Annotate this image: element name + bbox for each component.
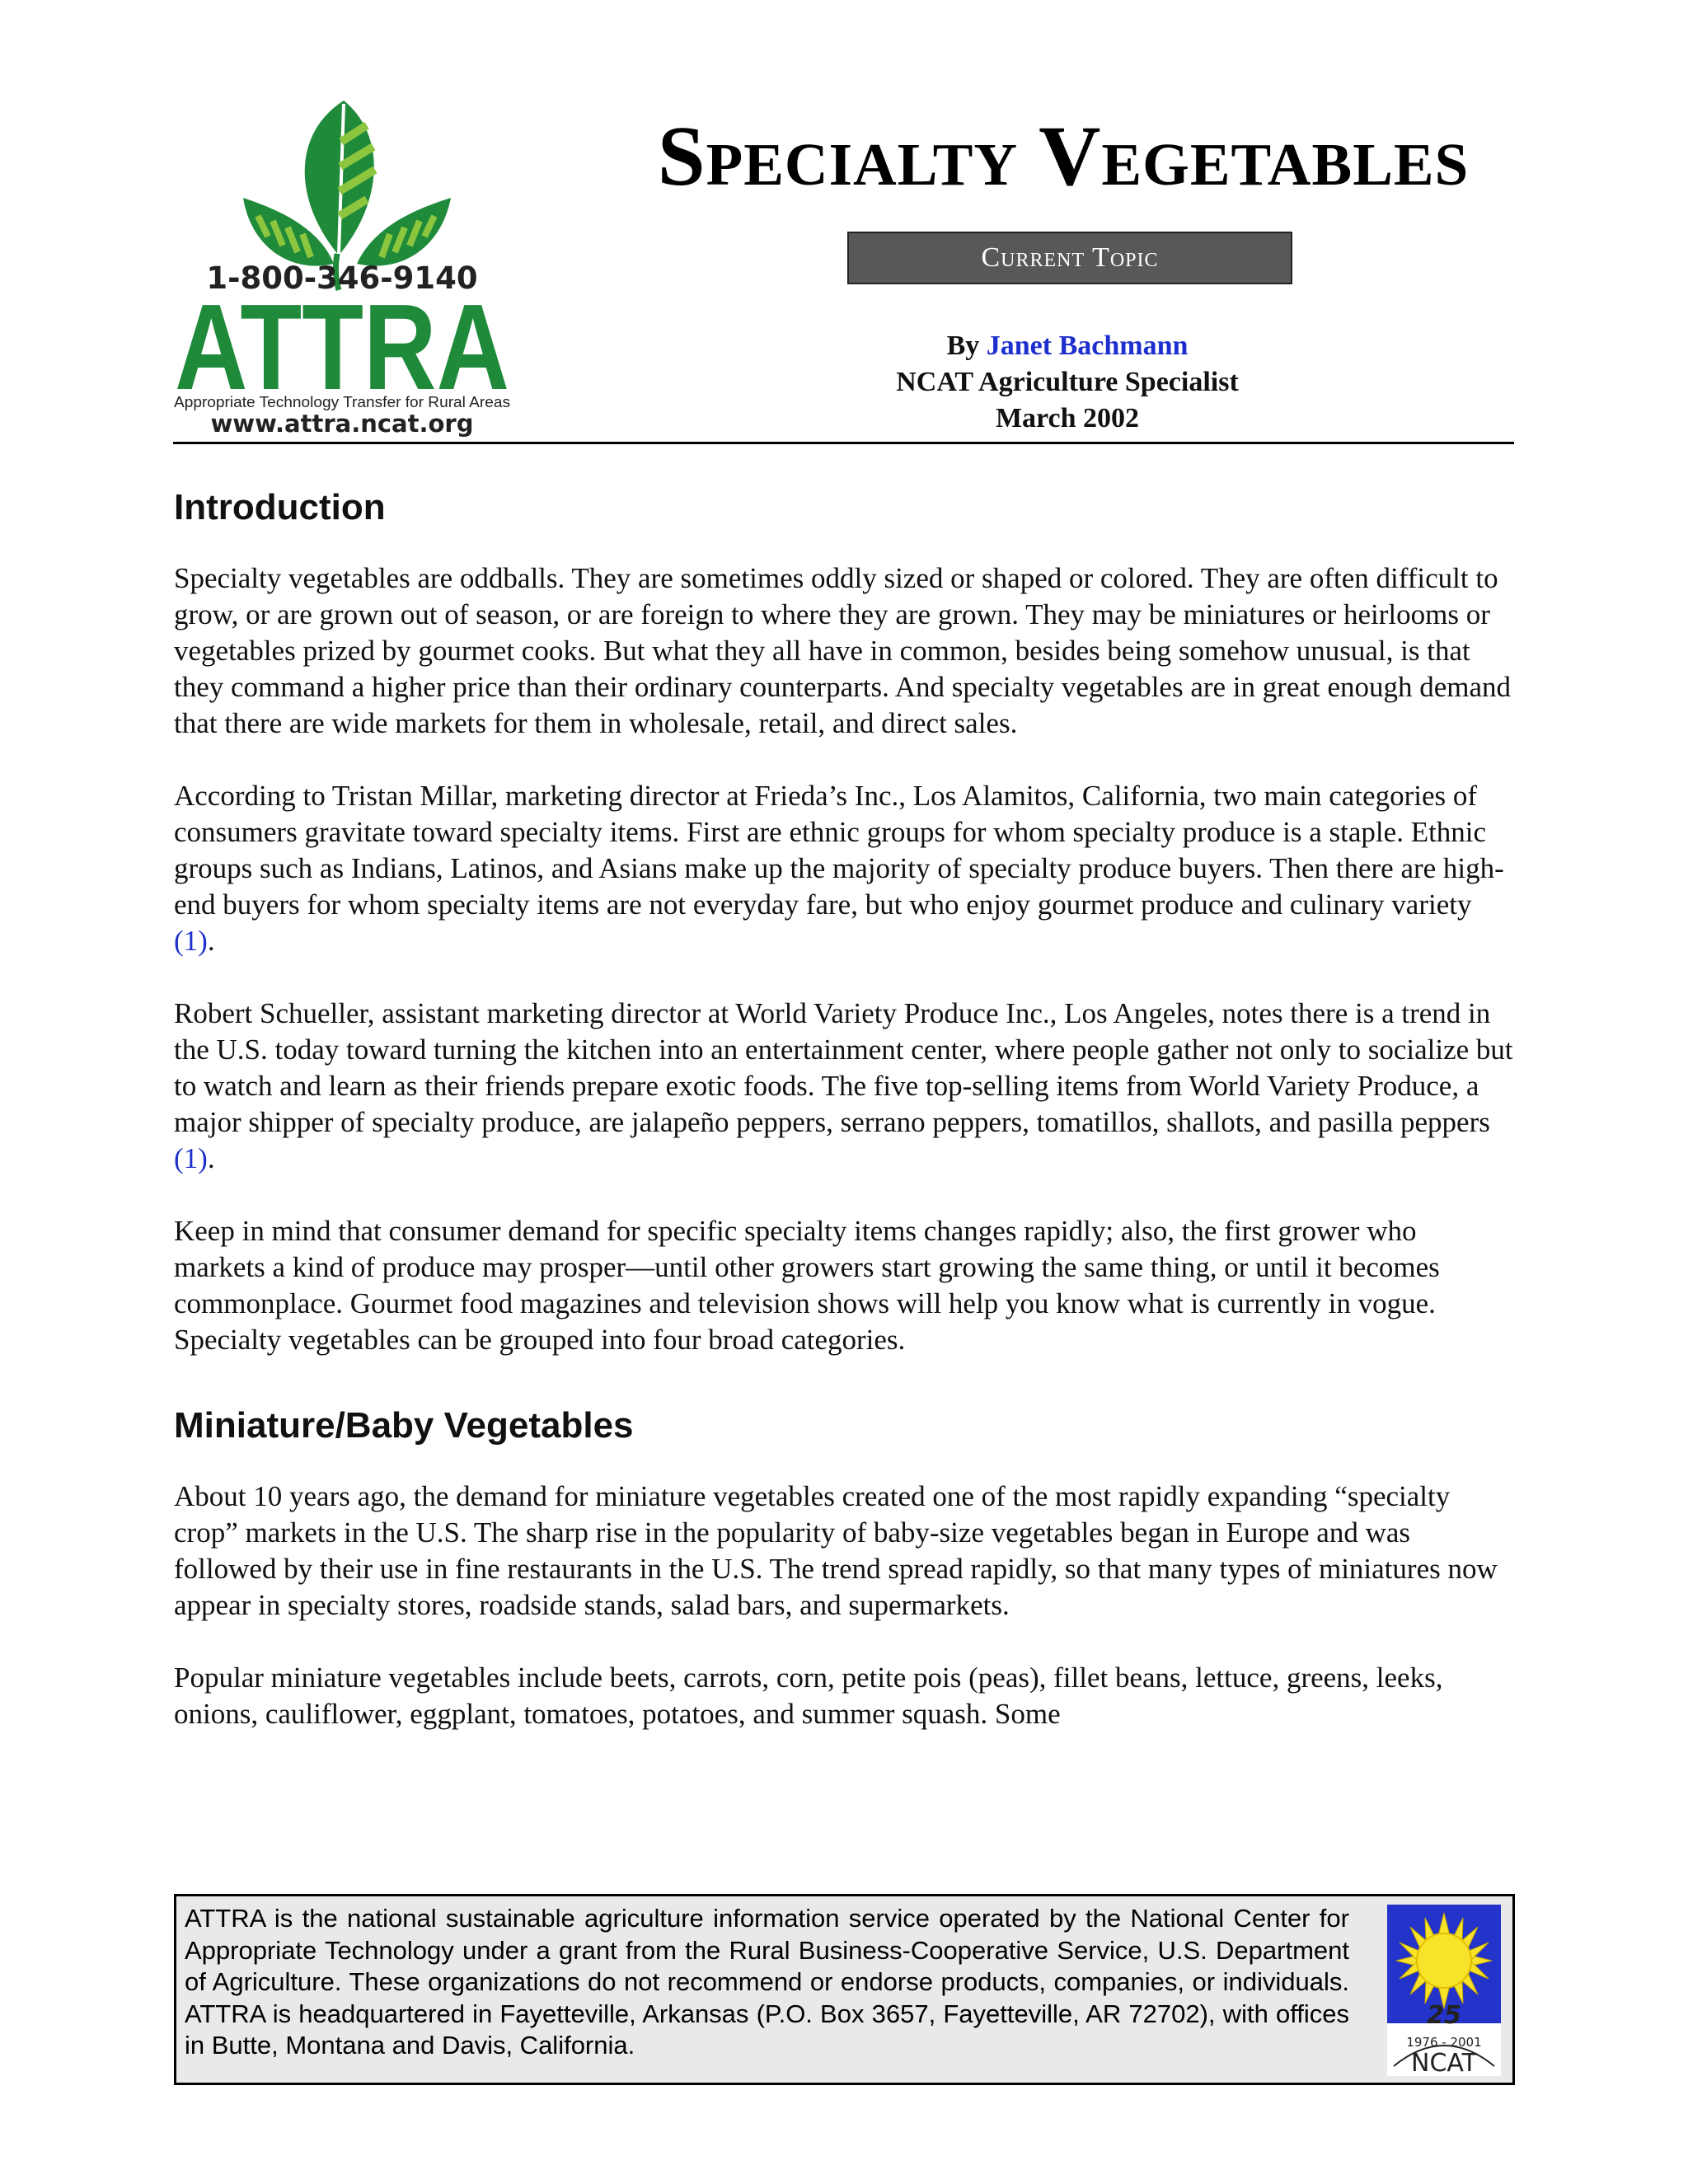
paragraph [174,1213,1513,1358]
attra-wordmark: ATTRA [175,279,509,415]
attra-logo [169,92,515,438]
byline [791,328,1343,437]
page-title: Specialty Vegetables [657,109,1470,204]
byline-author-line [791,328,1343,364]
attra-tagline: Appropriate Technology Transfer for Rural Areas [174,394,510,410]
paragraph-text: According to Tristan Millar, marketing director at Frieda’s Inc., Los Alamitos, California, two main categories of consumers gravitate toward specialty items. First are ethnic groups for whom specialty produce is a staple. Ethnic groups such as Indians, Latinos, and Asians make up the majority of specialty produce buyers. Then there are high-end buyers for whom specialty items are not everyday fare, but who enjoy gourmet produce and culinary variety [174,780,1504,921]
author-role: NCAT Agriculture Specialist [896,367,1239,397]
section-heading-miniature: Miniature/Baby Vegetables [174,1405,634,1446]
paragraph-text: Keep in mind that consumer demand for specific specialty items changes rapidly; also, the first grower who markets a kind of produce may prosper—until other growers start growing the same thing, or until it becomes commonplace. Gourmet food magazines and television shows will help you know what is currently in vogue. Specialty vegetables can be grouped into four broad categories. [174,1215,1440,1356]
paragraph-end: . [207,925,215,957]
section-heading-introduction: Introduction [174,487,386,527]
disclaimer-text: ATTRA is the national sustainable agriculture information service operated by the National Center for Appropriate Technology under a grant from the Rural Business-Cooperative Service, U.S. Department of Agriculture. These organizations do not recommend or endorse products, companies, or individuals. ATTRA is headquartered in Fayetteville, Arkansas (P.O. Box 3657, Fayetteville, AR 72702), with offices in Butte, Montana and Davis, California. [185,1904,1349,2060]
ncat-badge [1382,1901,1506,2079]
attra-phone: 1-800-346-9140 [206,260,478,296]
paragraph-text: Popular miniature vegetables include beets, carrots, corn, petite pois (peas), fillet beans, lettuce, greens, leeks, onions, cauliflower, eggplant, tomatoes, potatoes, and summer squash. Some [174,1661,1443,1730]
attra-url: www.attra.ncat.org [210,410,474,438]
attra-disclaimer-box [174,1894,1515,2085]
paragraph-end: . [207,1142,215,1174]
citation-link[interactable]: (1) [174,1142,208,1174]
ncat-name: NCAT [1411,2049,1477,2078]
paragraph [174,1660,1513,1732]
sun-icon [1396,1913,1492,2008]
document-body [174,485,1513,1732]
ncat-years: 1976 - 2001 [1406,2035,1482,2050]
ncat-badge-graphic [1382,1901,1506,2079]
ncat-anniversary-number: 25 [1427,2001,1461,2030]
publication-date: March 2002 [995,403,1140,434]
author-link[interactable]: Janet Bachmann [986,330,1189,361]
paragraph-text: Robert Schueller, assistant marketing director at World Variety Produce Inc., Los Angeles, notes there is a trend in the U.S. today toward turning the kitchen into an entertainment center, where people gather not only to socialize but to watch and learn as their friends prepare exotic foods. The five top-selling items from World Variety Produce, a major shipper of specialty produce, are jalapeño peppers, serrano peppers, tomatillos, shallots, and pasilla peppers [174,997,1513,1138]
paragraph-text: About 10 years ago, the demand for miniature vegetables created one of the most rapidly expanding “specialty crop” markets in the U.S. The sharp rise in the popularity of baby-size vegetables began in Europe and was followed by their use in fine restaurants in the U.S. The trend spread rapidly, so that many types of miniatures now appear in specialty stores, roadside stands, salad bars, and supermarkets. [174,1480,1498,1621]
paragraph [174,1479,1513,1624]
attra-logo-graphic [169,92,515,438]
paragraph [174,560,1513,742]
header-divider [173,442,1514,444]
paragraph [174,996,1513,1177]
paragraph [174,778,1513,959]
byline-by: By [946,330,980,361]
paragraph-text: Specialty vegetables are oddballs. They are sometimes oddly sized or shaped or colored. They are often difficult to grow, or are grown out of season, or are foreign to where they are grown. They may be miniatures or heirlooms or vegetables prized by gourmet cooks. But what they all have in common, besides being somehow unusual, is that they command a higher price than their ordinary counterparts. And specialty vegetables are in great enough demand that there are wide markets for them in wholesale, retail, and direct sales. [174,562,1512,739]
citation-link[interactable]: (1) [174,925,208,957]
current-topic-badge: Current Topic [847,232,1292,284]
